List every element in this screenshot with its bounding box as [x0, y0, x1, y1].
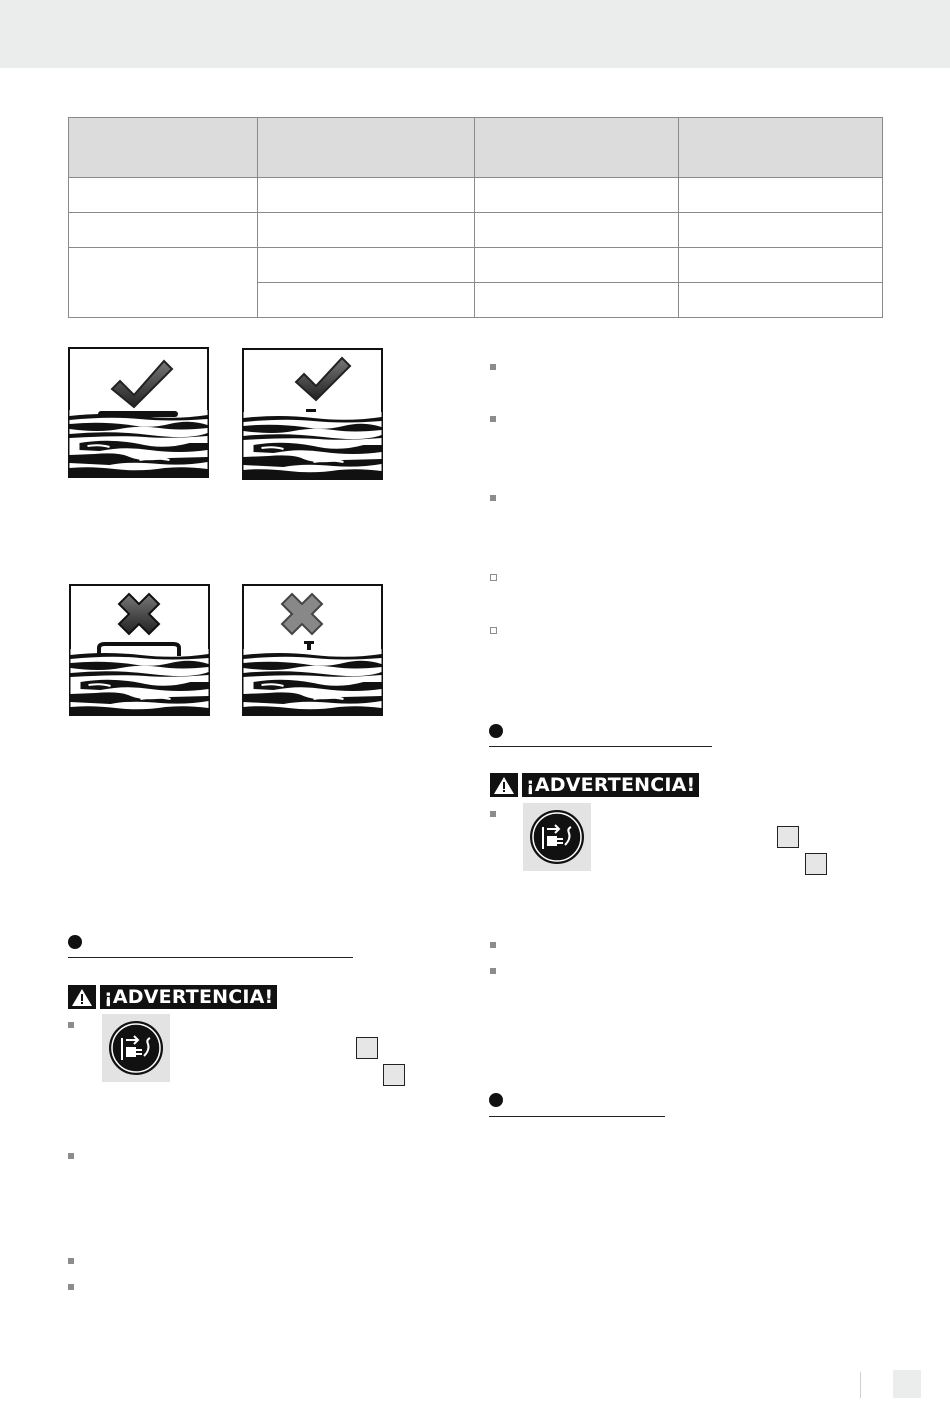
section-heading-rule	[68, 957, 353, 958]
table-row	[69, 213, 883, 248]
section-heading-rule	[489, 746, 712, 747]
table-cell	[679, 178, 883, 213]
table-cell	[69, 178, 258, 213]
table-header-cell	[69, 118, 258, 178]
page-number-box	[893, 1370, 921, 1398]
table-cell	[475, 283, 679, 318]
table-cell	[258, 248, 475, 283]
table-cell	[679, 213, 883, 248]
warning-banner	[68, 985, 277, 1009]
warning-label: ¡ADVERTENCIA!	[522, 773, 699, 797]
warning-triangle-icon	[68, 985, 96, 1009]
table-cell	[258, 213, 475, 248]
table-cell	[475, 213, 679, 248]
table-header-cell	[258, 118, 475, 178]
reference-number-box	[805, 853, 827, 875]
warning-label: ¡ADVERTENCIA!	[100, 985, 277, 1009]
list-bullet	[490, 495, 496, 501]
list-bullet-hollow	[490, 574, 497, 581]
list-bullet	[490, 416, 496, 422]
table-header-cell	[679, 118, 883, 178]
table-cell	[475, 248, 679, 283]
incorrect-pad-illustration	[69, 584, 210, 716]
list-bullet	[490, 942, 496, 948]
list-bullet	[490, 968, 496, 974]
table-header-row	[69, 118, 883, 178]
incorrect-foot-illustration	[242, 584, 383, 716]
reference-number-box	[356, 1037, 378, 1059]
warning-banner	[490, 773, 699, 797]
table-cell	[258, 283, 475, 318]
list-bullet	[68, 1284, 74, 1290]
unplug-mains-icon	[102, 1014, 170, 1082]
table-row	[69, 248, 883, 283]
list-bullet	[68, 1022, 74, 1028]
table-cell	[679, 248, 883, 283]
spec-table	[68, 117, 883, 318]
table-cell	[258, 178, 475, 213]
list-bullet	[490, 811, 496, 817]
list-bullet	[68, 1153, 74, 1159]
unplug-mains-icon	[523, 803, 591, 871]
correct-pad-illustration	[68, 347, 209, 478]
section-marker	[68, 935, 82, 949]
footer-divider	[860, 1372, 861, 1398]
reference-number-box	[383, 1064, 405, 1086]
table-cell-merged	[69, 248, 258, 318]
list-bullet-hollow	[490, 627, 497, 634]
table-cell	[475, 178, 679, 213]
list-bullet	[490, 364, 496, 370]
section-marker	[489, 724, 503, 738]
page-header-band	[0, 0, 950, 68]
correct-foot-illustration	[242, 348, 383, 480]
warning-triangle-icon	[490, 773, 518, 797]
table-header-cell	[475, 118, 679, 178]
table-cell	[69, 213, 258, 248]
section-heading-rule	[489, 1116, 665, 1117]
section-marker	[489, 1093, 503, 1107]
list-bullet	[68, 1258, 74, 1264]
reference-number-box	[777, 826, 799, 848]
table-row	[69, 178, 883, 213]
table-cell	[679, 283, 883, 318]
